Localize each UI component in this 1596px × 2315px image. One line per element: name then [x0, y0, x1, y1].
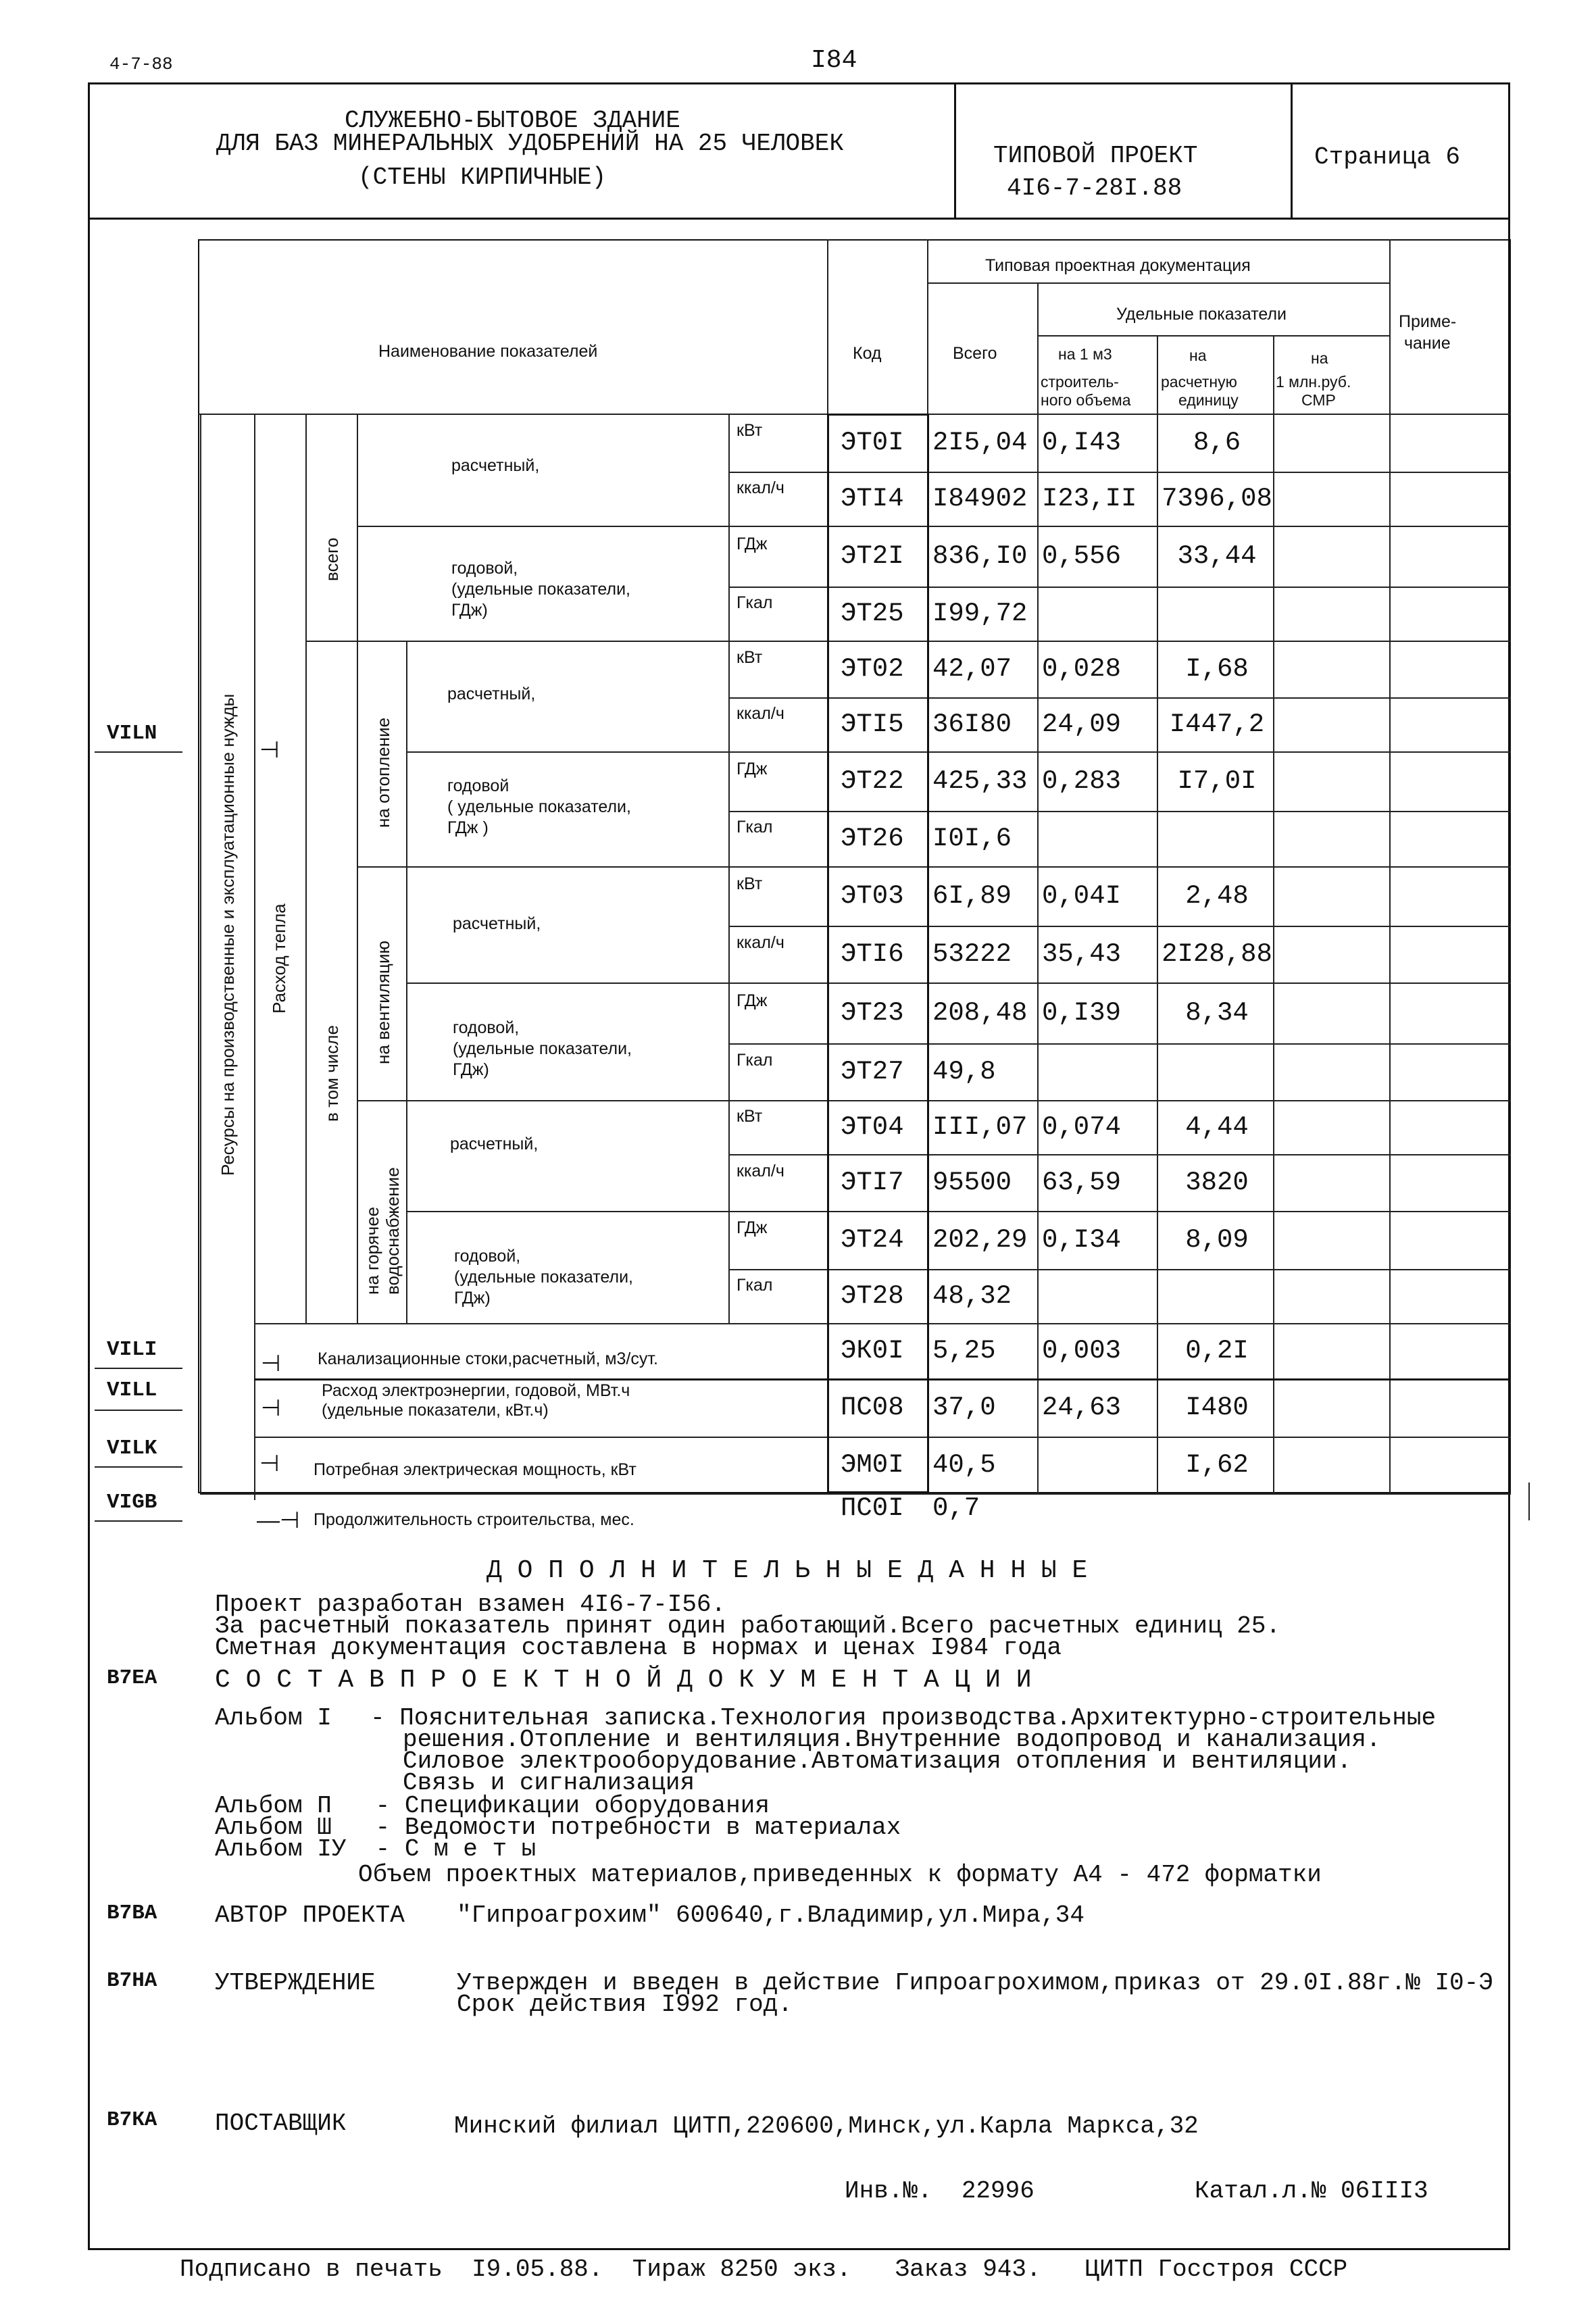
- row-code: ПС08: [841, 1393, 904, 1422]
- tick-mark: ⊣: [261, 1351, 281, 1376]
- row-per-m3: 63,59: [1042, 1168, 1122, 1197]
- row-per-m3: 0,I34: [1042, 1225, 1122, 1255]
- row-per-unit: [1159, 587, 1274, 641]
- page-label: Страница 6: [1314, 143, 1461, 171]
- row-per-m3: I23,II: [1042, 484, 1137, 514]
- side-code-b7ka: В7КА: [107, 2108, 157, 2132]
- project-type: ТИПОВОЙ ПРОЕКТ: [993, 142, 1198, 170]
- row-total: I0I,6: [932, 824, 1012, 853]
- extra-line-2: За расчетный показатель принят один работающий.Всего расчетных единиц 25.: [215, 1612, 1281, 1640]
- row-per-unit: 33,44: [1177, 541, 1257, 571]
- label-duration: Продолжительность строительства, мес.: [314, 1510, 634, 1529]
- extra-line-3: Сметная документация составлена в нормах и ценах I984 года: [215, 1634, 1062, 1662]
- album-1-label: Альбом I: [215, 1704, 332, 1732]
- hotwater-vertical-label-1: на горячее: [362, 1206, 382, 1295]
- row-per-m3: 35,43: [1042, 939, 1122, 969]
- label-power: Потребная электрическая мощность, кВт: [314, 1460, 637, 1479]
- row-per-unit: I447,2: [1169, 710, 1265, 739]
- side-code-b7ha: В7НА: [107, 1969, 157, 1993]
- page-number: I84: [811, 46, 857, 75]
- approval-label: УТВЕРЖДЕНИЕ: [215, 1969, 376, 1997]
- row-total: 2I5,04: [932, 428, 1028, 457]
- row-unit: Гкал: [737, 593, 773, 612]
- row-per-m3: [1042, 1437, 1157, 1493]
- row-code: ЭТ0I: [841, 428, 904, 457]
- row-total: 95500: [932, 1168, 1012, 1197]
- row-unit: кВт: [737, 647, 763, 667]
- row-code: ЭТ25: [841, 599, 904, 628]
- row-per-unit: 4,44: [1185, 1112, 1249, 1142]
- row-total: I84902: [932, 484, 1028, 514]
- hotwater-vertical-label-2: водоснабжение: [382, 1167, 403, 1295]
- row-code: ЭТ03: [841, 881, 904, 911]
- album-1-line-3: Силовое электрооборудование.Автоматизация отопления и вентиляции.: [403, 1747, 1352, 1775]
- row-unit: кВт: [737, 1106, 763, 1126]
- row-unit: ГДж: [737, 991, 768, 1010]
- row-code: ЭТ23: [841, 998, 904, 1028]
- row-per-unit: [1159, 1043, 1274, 1100]
- incl-vertical-label: в том числе: [322, 1025, 342, 1122]
- side-code-b7ea: В7ЕА: [107, 1666, 157, 1690]
- row-unit: ккал/ч: [737, 932, 784, 952]
- row-code: ЭТ2I: [841, 541, 904, 571]
- side-code-viln: VILN: [107, 722, 157, 745]
- row-total: 40,5: [932, 1450, 996, 1480]
- total-vertical-label: всего: [322, 537, 342, 581]
- row-per-unit: 2,48: [1185, 881, 1249, 911]
- row-total: 202,29: [932, 1225, 1028, 1255]
- author-label: АВТОР ПРОЕКТА: [215, 1901, 405, 1929]
- label-annual-hotwater: годовой, (удельные показатели, ГДж): [454, 1247, 634, 1308]
- row-code: ЭТ02: [841, 654, 904, 684]
- heat-vertical-label: Расход тепла: [269, 903, 289, 1014]
- side-code-vili: VILI: [107, 1338, 157, 1362]
- row-per-unit: 0,2I: [1185, 1336, 1249, 1366]
- row-total: 6I,89: [932, 881, 1012, 911]
- header-divider: [88, 218, 1510, 220]
- album-2: Альбом П - Спецификации оборудования: [215, 1792, 770, 1820]
- title-line-2: ДЛЯ БАЗ МИНЕРАЛЬНЫХ УДОБРЕНИЙ НА 25 ЧЕЛОВЕК: [216, 130, 844, 157]
- row-total: 36I80: [932, 710, 1012, 739]
- row-per-m3: 24,09: [1042, 710, 1122, 739]
- row-per-unit: 3820: [1185, 1168, 1249, 1197]
- row-per-m3: 0,283: [1042, 766, 1122, 796]
- title-line-1: СЛУЖЕБНО-БЫТОВОЕ ЗДАНИЕ: [345, 107, 680, 134]
- row-per-unit: 8,6: [1193, 428, 1241, 457]
- row-unit: ккал/ч: [737, 703, 784, 723]
- row-total: 37,0: [932, 1393, 996, 1422]
- row-code: ЭТ04: [841, 1112, 904, 1142]
- row-code: ЭМ0I: [841, 1450, 904, 1480]
- row-total: 425,33: [932, 766, 1028, 796]
- label-calc-ventilation: расчетный,: [453, 914, 541, 933]
- row-total: 49,8: [932, 1057, 996, 1087]
- catalog-number: Катал.л.№ 06III3: [1195, 2177, 1428, 2205]
- composition-heading: С О С Т А В П Р О Е К Т Н О Й Д О К У М Е Н Т А Ц И И: [215, 1666, 1032, 1695]
- row-unit: ккал/ч: [737, 1161, 784, 1180]
- row-per-m3: 0,I39: [1042, 998, 1122, 1028]
- header-per-unit: на: [1189, 347, 1207, 364]
- supplier-label: ПОСТАВЩИК: [215, 2110, 347, 2137]
- header-per-m3: на 1 м3: [1058, 345, 1112, 363]
- volume-line: Объем проектных материалов,приведенных к формату А4 - 472 форматки: [358, 1861, 1322, 1889]
- row-per-m3: 0,003: [1042, 1336, 1122, 1366]
- row-per-unit: 7396,08: [1162, 484, 1272, 514]
- row-unit: Гкал: [737, 1275, 773, 1295]
- label-calc-total: расчетный,: [451, 456, 540, 475]
- row-unit: ккал/ч: [737, 478, 784, 497]
- label-calc-heating: расчетный,: [447, 684, 536, 703]
- header-total: Всего: [953, 344, 997, 363]
- header-code: Код: [853, 344, 882, 363]
- extra-line-1: Проект разработан взамен 4I6-7-I56.: [215, 1591, 726, 1618]
- row-per-m3: [1042, 1043, 1157, 1100]
- row-per-m3: 0,074: [1042, 1112, 1122, 1142]
- author-value: "Гипроагрохим" 600640,г.Владимир,ул.Мира,34: [457, 1901, 1084, 1929]
- row-per-m3: [1042, 811, 1157, 866]
- row-per-unit: 8,09: [1185, 1225, 1249, 1255]
- label-annual-heating: годовой ( удельные показатели, ГДж ): [447, 776, 631, 837]
- label-annual-ventilation: годовой, (удельные показатели, ГДж): [453, 1018, 632, 1079]
- row-code: ЭТI4: [841, 484, 904, 514]
- label-calc-hotwater: расчетный,: [450, 1135, 539, 1153]
- project-number: 4I6-7-28I.88: [1007, 174, 1182, 202]
- row-per-unit: I7,0I: [1177, 766, 1257, 796]
- row-per-m3: 0,I43: [1042, 428, 1122, 457]
- header-note: Приме- чание: [1399, 312, 1457, 353]
- album-4: Альбом IУ - С м е т ы: [215, 1835, 537, 1863]
- approval-line-1: Утвержден и введен в действие Гипроагрохимом,приказ от 29.0I.88г.№ I0-Э: [457, 1969, 1493, 1997]
- row-per-unit: I,68: [1185, 654, 1249, 684]
- ventilation-vertical-label: на вентиляцию: [373, 941, 393, 1064]
- row-total: 836,I0: [932, 541, 1028, 571]
- side-code-vilk: VILK: [107, 1437, 157, 1460]
- row-code: ЭТI7: [841, 1168, 904, 1197]
- row-per-unit: I,62: [1185, 1450, 1249, 1480]
- row-total: 0,7: [932, 1493, 980, 1523]
- row-per-unit: I480: [1185, 1393, 1249, 1422]
- row-code: ПС0I: [841, 1493, 904, 1523]
- side-code-vill: VILL: [107, 1378, 157, 1402]
- row-per-unit: [1159, 811, 1274, 866]
- tick-mark: ⊣: [259, 1451, 280, 1476]
- header-typical-doc: Типовая проектная документация: [985, 256, 1251, 275]
- header-per-mln: на: [1311, 349, 1328, 367]
- row-unit: кВт: [737, 874, 763, 893]
- row-code: ЭТI5: [841, 710, 904, 739]
- row-unit: Гкал: [737, 1050, 773, 1070]
- row-per-m3: [1042, 587, 1157, 641]
- row-per-unit: 2I28,88: [1162, 939, 1272, 969]
- row-total: 208,48: [932, 998, 1028, 1028]
- album-3: Альбом Ш - Ведомости потребности в материалах: [215, 1814, 901, 1841]
- row-unit: ГДж: [737, 759, 768, 778]
- tick-mark: ⊣: [261, 1395, 281, 1421]
- label-electricity: Расход электроэнергии, годовой, МВт.ч (удельные показатели, кВт.ч): [322, 1381, 630, 1420]
- album-1-line-2: решения.Отопление и вентиляция.Внутренние водопровод и канализация.: [403, 1726, 1381, 1753]
- row-per-m3: 24,63: [1042, 1393, 1122, 1422]
- page-date: 4-7-88: [109, 54, 173, 74]
- row-per-unit: [1159, 1269, 1274, 1323]
- inventory-number: Инв.№. 22996: [845, 2177, 1034, 2205]
- header-specific: Удельные показатели: [1116, 305, 1287, 324]
- row-per-m3: 0,556: [1042, 541, 1122, 571]
- row-unit: Гкал: [737, 818, 773, 837]
- row-total: I99,72: [932, 599, 1028, 628]
- row-per-m3: 0,04I: [1042, 881, 1122, 911]
- side-code-b7ba: В7ВА: [107, 1901, 157, 1925]
- supplier-value: Минский филиал ЦИТП,220600,Минск,ул.Карла Маркса,32: [454, 2112, 1199, 2140]
- row-code: ЭТI6: [841, 939, 904, 969]
- row-total: III,07: [932, 1112, 1028, 1142]
- tick-mark: ⊣: [259, 737, 280, 763]
- row-code: ЭТ28: [841, 1281, 904, 1311]
- title-line-3: (СТЕНЫ КИРПИЧНЫЕ): [358, 164, 607, 191]
- row-code: ЭТ26: [841, 824, 904, 853]
- header-name: Наименование показателей: [378, 342, 598, 361]
- row-unit: ГДж: [737, 534, 768, 553]
- row-total: 5,25: [932, 1336, 996, 1366]
- row-per-unit: 8,34: [1185, 998, 1249, 1028]
- resources-vertical-label: Ресурсы на производственные и эксплуатационные нужды: [218, 693, 238, 1176]
- row-code: ЭТ27: [841, 1057, 904, 1087]
- print-footer: Подписано в печать I9.05.88. Тираж 8250 экз. Заказ 943. ЦИТП Госстроя СССР: [180, 2256, 1348, 2283]
- row-total: 53222: [932, 939, 1012, 969]
- label-annual-total: годовой, (удельные показатели, ГДж): [451, 559, 631, 620]
- approval-line-2: Срок действия I992 год.: [457, 1991, 793, 2018]
- tick-mark: —⊣: [257, 1508, 300, 1533]
- row-per-m3: 0,028: [1042, 654, 1122, 684]
- label-sewage: Канализационные стоки,расчетный, м3/сут.: [318, 1349, 659, 1368]
- row-unit: ГДж: [737, 1218, 768, 1238]
- heating-vertical-label: на отопление: [373, 717, 393, 828]
- row-code: ЭТ24: [841, 1225, 904, 1255]
- album-1-line-4: Связь и сигнализация: [403, 1769, 695, 1797]
- row-code: ЭТ22: [841, 766, 904, 796]
- row-total: 48,32: [932, 1281, 1012, 1311]
- row-total: 42,07: [932, 654, 1012, 684]
- extra-heading: Д О П О Л Н И Т Е Л Ь Н Ы Е Д А Н Н Ы Е: [487, 1556, 1088, 1585]
- row-code: ЭК0I: [841, 1336, 904, 1366]
- row-per-m3: [1042, 1269, 1157, 1323]
- row-unit: кВт: [737, 421, 763, 441]
- album-1-line-1: - Пояснительная записка.Технология производства.Архитектурно-строительные: [370, 1704, 1437, 1732]
- side-code-vigb: VIGB: [107, 1491, 157, 1514]
